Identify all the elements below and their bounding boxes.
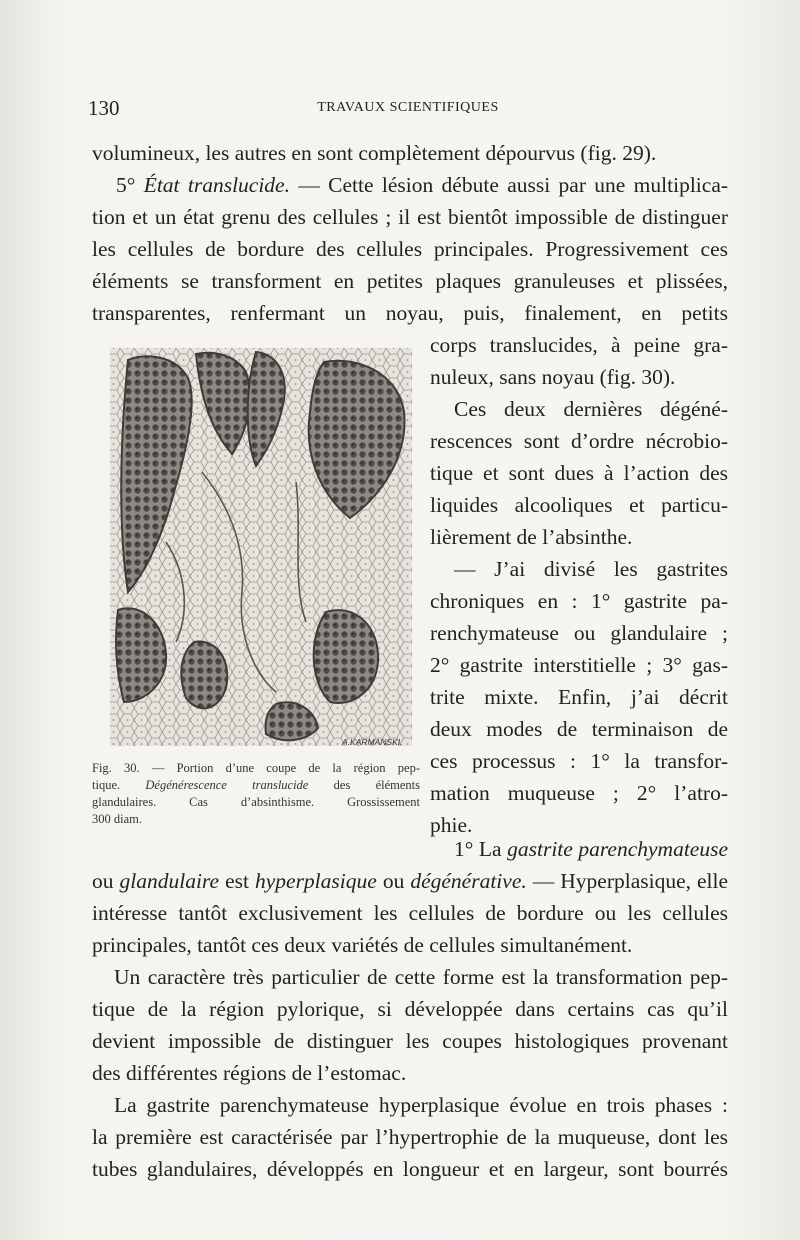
- text-line: principales, tantôt ces deux variétés de cellules simultanément.: [92, 933, 633, 957]
- text-line: devient impossible de distinguer les coupes histologiques provenant: [92, 1029, 728, 1053]
- caption-line: glandulaires. Cas d’absinthisme. Grossissement: [92, 795, 420, 809]
- text-line: nuleux, sans noyau (fig. 30).: [430, 365, 676, 389]
- text-line: lièrement de l’absinthe.: [430, 525, 633, 549]
- running-head: TRAVAUX SCIENTIFIQUES: [317, 100, 499, 115]
- page-number: 130: [88, 96, 120, 120]
- caption-line: 300 diam.: [92, 812, 142, 826]
- text-line: ou glandulaire est hyperplasique ou dégénérative. — Hyperplasique, elle: [92, 869, 729, 893]
- text-line: liquides alcooliques et particu-: [430, 493, 728, 517]
- figure-signature: A.KARMANSKI.: [342, 737, 403, 747]
- text-line: Ces deux dernières dégéné-: [454, 397, 728, 421]
- text-line: 1° La gastrite parenchymateuse: [454, 837, 728, 861]
- text-line: corps translucides, à peine gra-: [430, 333, 728, 357]
- page-header: [88, 96, 728, 126]
- text-line: 5° État translucide. — Cette lésion débute aussi par une multiplica-: [116, 173, 729, 197]
- text-line: intéresse tantôt exclusivement les cellules de bordure ou les cellules: [92, 901, 728, 925]
- text-line: des différentes régions de l’estomac.: [92, 1061, 407, 1085]
- text-line: ces processus : 1° la transfor-: [430, 749, 728, 773]
- text-line: transparentes, renfermant un noyau, puis, finalement, en petits: [92, 301, 728, 325]
- text-line: volumineux, les autres en sont complètement dépourvus (fig. 29).: [92, 141, 657, 165]
- histology-figure: [106, 342, 416, 754]
- text-line: chroniques en : 1° gastrite pa-: [430, 589, 728, 613]
- text-line: tique et sont dues à l’action des: [430, 461, 728, 485]
- text-line: 2° gastrite interstitielle ; 3° gas-: [430, 653, 728, 677]
- text-line: mation muqueuse ; 2° l’atro-: [430, 781, 728, 805]
- text-line: les cellules de bordure des cellules principales. Progressivement ces: [92, 237, 728, 261]
- text-line: Un caractère très particulier de cette forme est la transformation pep-: [114, 965, 728, 989]
- text-line: deux modes de terminaison de: [430, 717, 728, 741]
- text-line: tique de la région pylorique, si développée dans certains cas qu’il: [92, 997, 728, 1021]
- text-line: — J’ai divisé les gastrites: [454, 557, 728, 581]
- text-line: La gastrite parenchymateuse hyperplasique évolue en trois phases :: [114, 1093, 728, 1117]
- text-line: rescences sont d’ordre nécrobio-: [430, 429, 728, 453]
- text-line: la première est caractérisée par l’hypertrophie de la muqueuse, dont les: [92, 1125, 728, 1149]
- caption-line: Fig. 30. — Portion d’une coupe de la région pep-: [92, 761, 420, 775]
- caption-line: tique. Dégénérescence translucide des éléments: [92, 778, 421, 792]
- text-line: tubes glandulaires, développés en longueur et en largeur, sont bourrés: [92, 1157, 728, 1181]
- text-line: trite mixte. Enfin, j’ai décrit: [430, 685, 728, 709]
- text-line: tion et un état grenu des cellules ; il est bientôt impossible de distinguer: [92, 205, 728, 229]
- text-line: renchymateuse ou glandulaire ;: [430, 621, 728, 645]
- figure-caption: [92, 760, 420, 828]
- text-line: éléments se transforment en petites plaques granuleuses et plissées,: [92, 269, 728, 293]
- text-line: phie.: [430, 813, 473, 837]
